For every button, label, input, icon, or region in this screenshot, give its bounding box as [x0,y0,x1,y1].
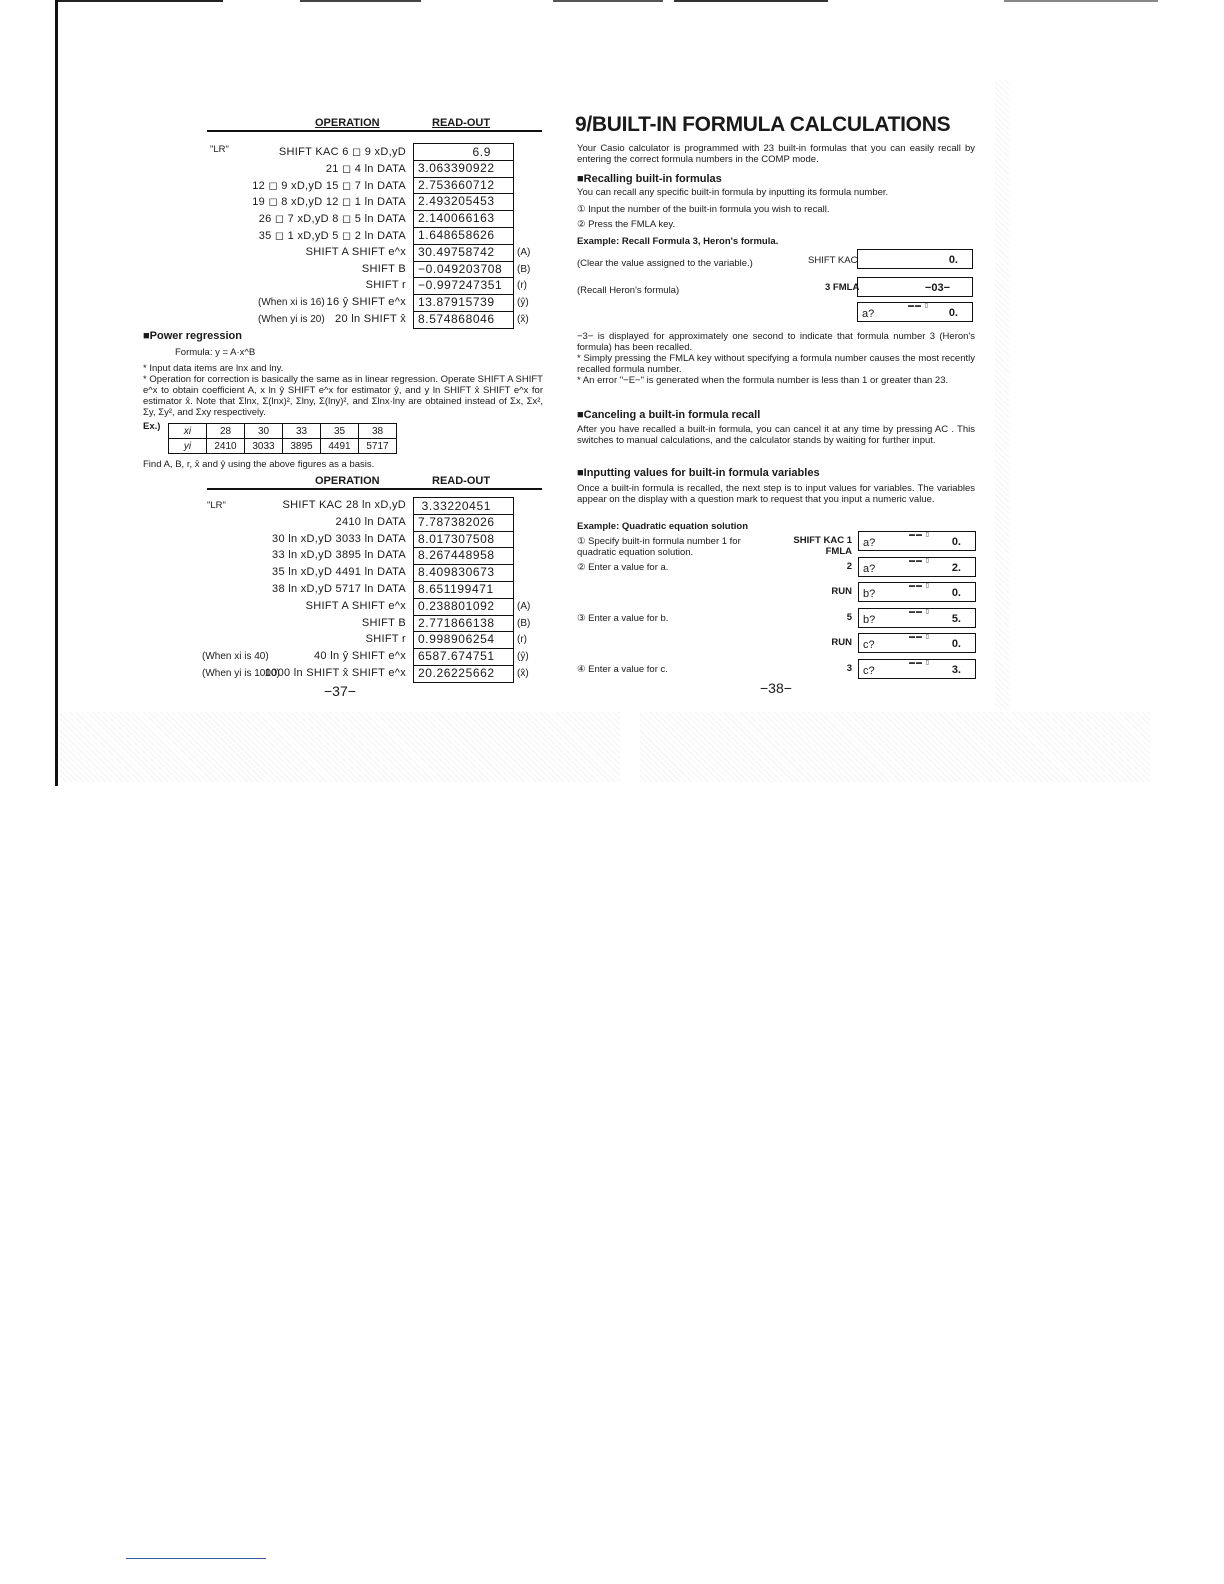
header-rule [207,488,542,490]
key-sequence: 3 FMLA [825,282,860,293]
display-prompt: b? [863,588,876,600]
operation-keys: 40 ln ŷ SHIFT e^x [314,650,406,663]
display-value: 0. [948,254,958,266]
operation-header: OPERATION [315,475,380,487]
operation-keys: 35 ◻ 1 xD,yD 5 ◻ 2 ln DATA [258,230,406,242]
step-2: ② Press the FMLA key. [577,219,676,230]
calculator-display [858,608,976,628]
find-instruction: Find A, B, r, x̂ and ŷ using the above figures as a basis. [143,459,375,470]
operation-keys: SHIFT B [361,262,406,275]
operation-keys: 30 ln xD,yD 3033 ln DATA [272,532,406,545]
result-tag: (B) [517,617,531,629]
scan-border-top [58,0,1158,2]
table-cell: 38 [359,424,397,439]
condition-note: (When xi is 40) [202,651,269,663]
operation-keys: SHIFT r [365,633,406,646]
operation-keys: 2410 ln DATA [335,515,406,528]
operation-keys: 26 ◻ 7 xD,yD 8 ◻ 5 ln DATA [258,213,406,226]
display-prompt: a? [862,308,875,320]
step-label: ③ Enter a value for b. [577,613,669,624]
display-prompt: a? [863,537,876,549]
result-tag: (x̂) [517,668,529,679]
note-item: * Simply pressing the FMLA key without specifying a formula number causes the most recently recalled formula number. [577,353,975,375]
display-value: −03− [924,282,950,294]
header-rule [207,130,542,132]
readout-value: 7.787382026 [413,514,514,532]
readout-header: READ-OUT [432,117,491,129]
operation-keys: 16 ŷ SHIFT e^x [326,296,406,309]
step-label: ② Enter a value for a. [577,562,669,573]
intro-paragraph: Your Casio calculator is programmed with 23 built-in formulas that you can easily recall by entering the correct formula numbers in the COMP mode. [577,143,975,165]
condition-note: (When xi is 16) [258,297,325,309]
scan-noise [995,80,1009,710]
key-sequence: 5 [846,612,852,623]
indicator-icon: ▬▬ ▯ [909,609,930,615]
calculator-display [857,277,973,297]
table-cell: xi [169,424,207,439]
display-value: 2. [951,562,961,574]
table-cell: 2410 [207,439,245,454]
key-sequence: 3 [846,663,852,674]
row-label: (Recall Heron's formula) [577,285,680,296]
operation-keys: 1000 ln SHIFT x̂ SHIFT e^x [264,667,406,679]
condition-note: (When yi is 1000) [202,668,280,679]
indicator-icon: ▬▬ ▯ [909,583,930,589]
operation-keys: 21 ◻ 4 ln DATA [325,162,406,175]
key-sequence: SHIFT KAC 1 FMLA [793,535,852,557]
table-cell: 3033 [245,439,283,454]
indicator-icon: ▬▬ ▯ [909,532,930,538]
step-label: ④ Enter a value for c. [577,664,668,675]
calculator-display [858,659,976,679]
table-cell: 5717 [359,439,397,454]
result-tag: (r) [517,280,527,292]
readout-value: 13.87915739 [413,294,514,312]
readout-value: 3.33220451 [413,497,514,515]
readout-value: 6.9 [413,143,514,161]
page-number: −37− [324,683,356,699]
result-tag: (ŷ) [517,651,529,663]
mode-label: "LR" [210,144,229,155]
section-body: Once a built-in formula is recalled, the next step is to input values for variables. The variables appear on the display with a question mark to request that you input a numeric value. [577,483,975,505]
operation-keys: 12 ◻ 9 xD,yD 15 ◻ 7 ln DATA [252,179,406,192]
condition-note: (When yi is 20) [258,314,325,325]
scan-border-left [55,0,58,786]
calculator-display [858,557,976,577]
operation-keys: 33 ln xD,yD 3895 ln DATA [272,549,406,562]
example-line: Example: Quadratic equation solution [577,521,749,532]
readout-value: 1.648658626 [413,227,514,245]
readout-value: 8.651199471 [413,581,514,599]
operation-keys: SHIFT A SHIFT e^x [305,245,406,258]
table-cell: 28 [207,424,245,439]
operation-keys: SHIFT B [361,616,406,629]
scan-noise [60,712,620,782]
section-body: After you have recalled a built-in formula, you can cancel it at any time by pressing AC . This switches to manual calculations, and the calculator stands by waiting for further input. [577,424,975,446]
operation-keys: SHIFT KAC 28 ln xD,yD [282,499,406,511]
page-title: 9/BUILT-IN FORMULA CALCULATIONS [575,113,951,136]
display-prompt: c? [863,639,875,651]
readout-value: 8.574868046 [413,311,514,329]
readout-value: 8.409830673 [413,564,514,582]
calculator-display [857,249,973,269]
page-number: −38− [760,680,792,696]
table-row [169,439,397,454]
indicator-icon: ▬▬ ▯ [909,558,930,564]
formula-line: Formula: y = A·x^B [175,347,256,358]
readout-value: 0.998906254 [413,631,514,649]
indicator-icon: ▬▬ ▯ [909,634,930,640]
readout-value: 30.49758742 [413,244,514,262]
readout-value: −0.997247351 [413,277,514,295]
operation-keys: 38 ln xD,yD 5717 ln DATA [272,583,406,595]
calculator-display [858,582,976,602]
calculator-display [857,302,973,322]
operation-keys: 35 ln xD,yD 4491 ln DATA [272,566,406,579]
key-sequence: RUN [831,637,852,648]
step-1: ① Input the number of the built-in formula you wish to recall. [577,204,830,215]
display-value: 3. [951,664,961,676]
note-operation: * Operation for correction is basically the same as in linear regression. Operate SHIFT A SHIFT e^x to obtain coefficient A, x ln ŷ SHIFT e^x for estimator ŷ, and y ln SHIFT x̂ SHIFT e^x for estimator x̂. Note that Σlnx, Σ(lnx)², Σlny, Σ(lny)², and Σlnx·lny are obtained instead of Σx, Σx², Σy, Σy², and Σxy respectively. [143,374,543,418]
table-cell: 35 [321,424,359,439]
readout-value: 0.238801092 [413,598,514,616]
readout-value: 2.753660712 [413,177,514,195]
readout-value: 20.26225662 [413,665,514,683]
readout-value: 6587.674751 [413,648,514,666]
operation-keys: SHIFT KAC 6 ◻ 9 xD,yD [278,146,406,158]
readout-value: 8.017307508 [413,531,514,549]
indicator-icon: ▬▬ ▯ [909,660,930,666]
section-heading: ■Recalling built-in formulas [577,173,722,185]
example-line: Example: Recall Formula 3, Heron's formula. [577,236,779,247]
operation-keys: 20 ln SHIFT x̂ [335,313,406,325]
operation-header: OPERATION [315,117,380,129]
key-sequence: 2 [846,561,852,572]
result-tag: (r) [517,634,527,646]
section-heading: ■Canceling a built-in formula recall [577,409,761,421]
table-cell: 4491 [321,439,359,454]
footer-line [126,1558,266,1559]
readout-value: 3.063390922 [413,160,514,178]
display-value: 0. [951,536,961,548]
readout-value: 2.140066163 [413,210,514,228]
power-regression-heading: ■Power regression [143,330,242,342]
readout-header: READ-OUT [432,475,491,487]
example-data-table [168,423,397,454]
example-label: Ex.) [143,421,161,432]
readout-value: 2.493205453 [413,193,514,211]
result-tag: (x̂) [517,314,529,325]
note-item: * An error "−E−" is generated when the formula number is less than 1 or greater than 23. [577,375,949,386]
indicator-icon: ▬▬ ▯ [908,303,929,309]
mode-label: "LR" [207,500,226,511]
step-label: ① Specify built-in formula number 1 for quadratic equation solution. [577,536,741,558]
readout-value: 8.267448958 [413,547,514,565]
section-heading: ■Inputting values for built-in formula variables [577,467,820,479]
display-value: 5. [951,613,961,625]
table-cell: yi [169,439,207,454]
result-tag: (ŷ) [517,297,529,309]
display-prompt: b? [863,614,876,626]
operation-keys: SHIFT A SHIFT e^x [305,599,406,612]
row-label: (Clear the value assigned to the variable.) [577,258,753,269]
key-sequence: RUN [831,586,852,597]
table-cell: 30 [245,424,283,439]
result-tag: (A) [517,600,531,612]
section-body: You can recall any specific built-in formula by inputting its formula number. [577,187,889,198]
display-value: 0. [951,587,961,599]
readout-value: −0.049203708 [413,261,514,279]
scan-noise [640,712,1150,782]
operation-keys: SHIFT r [365,279,406,292]
calculator-display [858,633,976,653]
display-prompt: c? [863,665,875,677]
readout-value: 2.771866138 [413,615,514,633]
operation-keys: 19 ◻ 8 xD,yD 12 ◻ 1 ln DATA [252,196,406,209]
note-input: * Input data items are lnx and lny. [143,363,284,374]
table-row [169,424,397,439]
table-cell: 3895 [283,439,321,454]
calculator-display [858,531,976,551]
explanation: −3− is displayed for approximately one second to indicate that formula number 3 (Heron's formula) has been recalled. [577,331,975,353]
display-prompt: a? [863,563,876,575]
display-value: 0. [951,638,961,650]
display-value: 0. [948,307,958,319]
result-tag: (B) [517,263,531,275]
result-tag: (A) [517,246,531,258]
key-sequence: SHIFT KAC [808,255,858,266]
table-cell: 33 [283,424,321,439]
